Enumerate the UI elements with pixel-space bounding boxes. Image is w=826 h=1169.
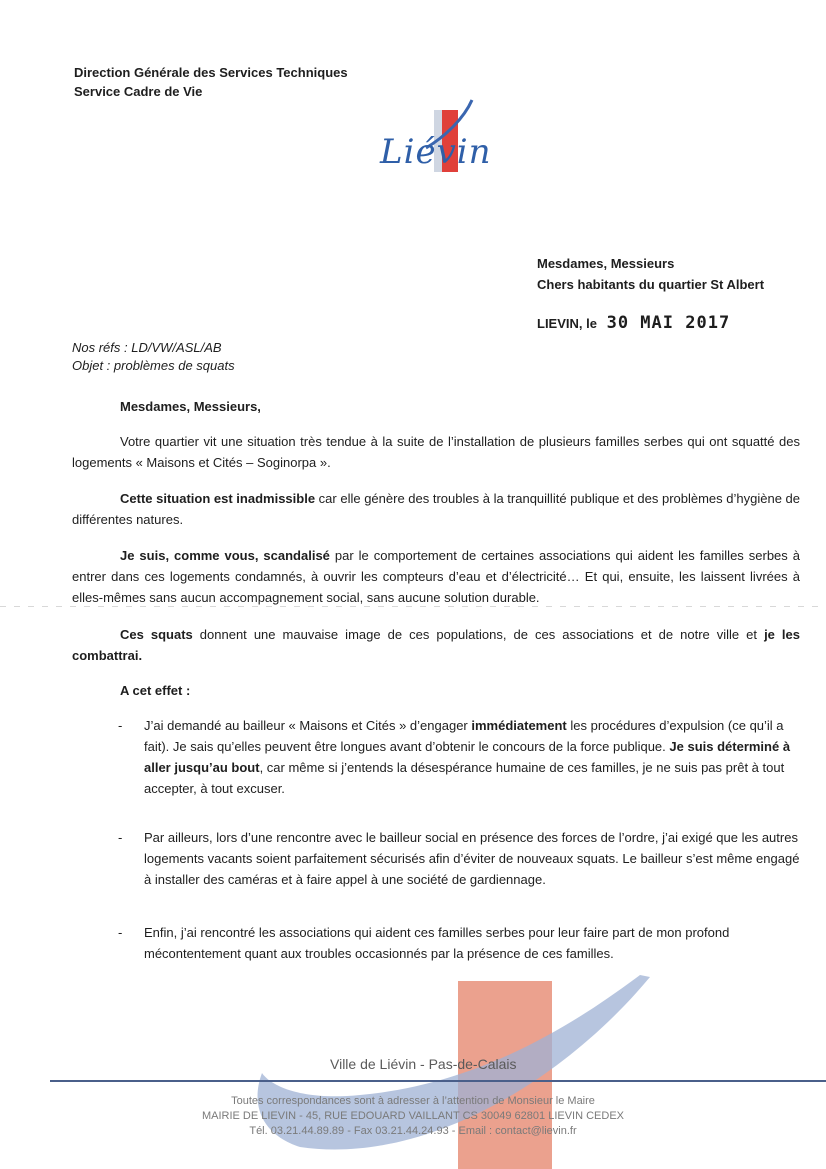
paragraph-1-text: Votre quartier vit une situation très tendue à la suite de l’installation de plusieurs familles serbes qui ont squatté des logements « Maisons et Cités – Soginorpa ». — [72, 434, 800, 470]
bullet-1-text — [144, 715, 800, 799]
footer-divider — [50, 1080, 826, 1082]
footer-emblem-icon — [0, 975, 826, 1169]
date-place: LIEVIN, le — [537, 316, 597, 331]
footer-address: MAIRIE DE LIEVIN - 45, RUE EDOUARD VAILLANT CS 30049 62801 LIEVIN CEDEX — [201, 1110, 625, 1122]
letterhead — [74, 63, 348, 101]
bullet-item-2 — [118, 827, 800, 890]
bullet-3-text: Enfin, j’ai rencontré les associations qui aident ces familles serbes pour leur faire part de mon profond mécontentement quant aux troubles occasionnés par la présence de ces familles. — [144, 925, 730, 961]
bullet-item-1 — [118, 715, 800, 799]
bullet-1-part-2: les procédures d’expulsion (ce qu’il a fait). Je sais qu’elles peuvent être longues avant d’obtenir le concours de la force publique. — [144, 718, 784, 754]
date-line — [537, 313, 730, 333]
bullet-1-bold-2: Je suis déterminé à aller jusqu’au bout — [144, 739, 791, 775]
paragraph-2-bold: Cette situation est inadmissible — [120, 491, 316, 506]
paragraph-2-text: car elle génère des troubles à la tranquillité publique et des problèmes d’hygiène de différentes natures. — [72, 491, 800, 527]
recipient-line-2: Chers habitants du quartier St Albert — [537, 277, 765, 292]
paragraph-1 — [72, 431, 800, 473]
footer-phone-email: Tél. 03.21.44.89.89 - Fax 03.21.44.24.93 - Email : contact@lievin.fr — [249, 1125, 577, 1137]
footer-city: Ville de Liévin - Pas-de-Calais — [330, 1056, 517, 1072]
bullet-2-text: Par ailleurs, lors d’une rencontre avec le bailleur social en présence des forces de l’ordre, j’ai exigé que les autres logements vacants soient parfaitement sécurisés afin d’éviter de nouveaux squats. Le bailleur s’est même engagé à installer des caméras et à faire appel à une société de gardiennage. — [144, 830, 800, 887]
footer-line-1: Toutes correspondances sont à adresser à l’attention de Monsieur le Maire — [231, 1095, 595, 1107]
bullet-dash: - — [118, 830, 123, 845]
paragraph-4 — [72, 624, 800, 666]
recipient-block — [537, 253, 764, 295]
section-heading: A cet effet : — [120, 683, 191, 698]
bullet-item-3 — [118, 922, 800, 964]
bullet-dash: - — [118, 925, 123, 940]
references — [72, 339, 235, 375]
footer-contact — [0, 1094, 826, 1139]
logo-wordmark: Liévin — [380, 132, 492, 172]
lievin-logo — [376, 96, 506, 186]
paragraph-4-bold-1: Ces squats — [120, 627, 193, 642]
date-stamp: 30 MAI 2017 — [606, 313, 731, 333]
paragraph-4-bold-2: je les combattrai. — [72, 627, 800, 663]
bullet-1-part-1: J’ai demandé au bailleur « Maisons et Cités » d’engager — [144, 718, 472, 733]
recipient-line-1: Mesdames, Messieurs — [537, 256, 675, 271]
bullet-1-bold-1: immédiatement — [471, 718, 567, 733]
letterhead-direction: Direction Générale des Services Techniques — [74, 65, 348, 80]
paragraph-3-text: par le comportement de certaines associations qui aident les familles serbes à entrer dans ces logements condamnés, à ouvrir les compteurs d’eau et d’électricité… Et qui, ensuite, les laissent livrées à elles-mêmes sans aucun accompagnement social, sans aucune solution durable. — [72, 548, 800, 605]
scan-artifact-line — [0, 606, 826, 607]
paragraph-3-bold: Je suis, comme vous, scandalisé — [120, 548, 330, 563]
bullet-dash: - — [118, 718, 123, 733]
letterhead-service: Service Cadre de Vie — [74, 84, 203, 99]
paragraph-2 — [72, 488, 800, 530]
bullet-1-part-3: , car même si j’entends la désespérance humaine de ces familles, je ne suis pas prêt à tout accepter, à tout excuser. — [144, 760, 785, 796]
paragraph-3 — [72, 545, 800, 608]
paragraph-4-text: donnent une mauvaise image de ces populations, de ces associations et de notre ville et — [192, 627, 765, 642]
salutation: Mesdames, Messieurs, — [120, 399, 261, 414]
ref-line: Nos réfs : LD/VW/ASL/AB — [72, 340, 222, 355]
subject-line: Objet : problèmes de squats — [72, 358, 235, 373]
